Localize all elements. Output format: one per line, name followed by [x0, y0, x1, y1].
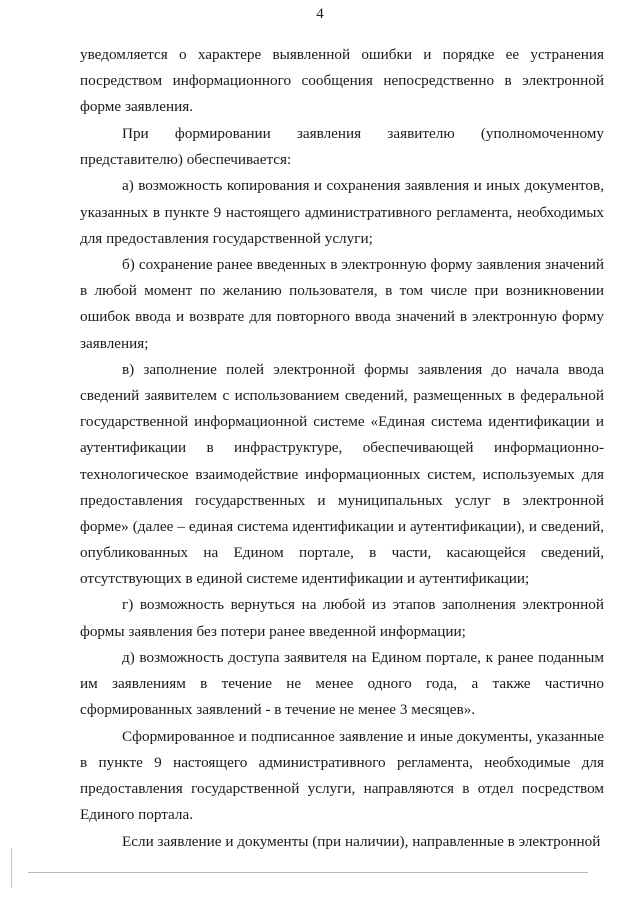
paragraph-form-provisions: При формировании заявления заявителю (уполномоченному представителю) обеспечивается: [80, 124, 604, 168]
scan-edge-mark [11, 848, 12, 888]
paragraph-item-v: в) заполнение полей электронной формы заявления до начала ввода сведений заявителем с использованием сведений, размещенных в федеральной государственной информационной системе «Единая система идентификации и аутентификации в инфраструктуре, обеспечивающей информационно-технологическое взаимодействие информационных систем, используемых для предоставления государственных и муниципальных услуг в электронной форме» (далее – единая система идентификации и аутентификации), и сведений, опубликованных на Едином портале, в части, касающейся сведений, отсутствующих в единой системе идентификации и аутентификации; [80, 361, 604, 587]
paragraph-if-application: Если заявление и документы (при наличии), направленные в электронной [122, 832, 601, 850]
paragraph-item-d: д) возможность доступа заявителя на Едином портале, к ранее поданным им заявлениям в течение не менее одного года, а также частично сформированных заявлений - в течение не менее 3 месяцев». [80, 649, 604, 719]
document-body [80, 42, 604, 855]
paragraph-item-g: г) возможность вернуться на любой из этапов заполнения электронной формы заявления без потери ранее введенной информации; [80, 596, 604, 640]
paragraph-submission: Сформированное и подписанное заявление и иные документы, указанные в пункте 9 настоящего административного регламента, необходимые для предоставления государственной услуги, направляются в отдел посредством Единого портала. [80, 727, 604, 824]
paragraph-error-notice: уведомляется о характере выявленной ошибки и порядке ее устранения посредством информационного сообщения непосредственно в электронной форме заявления. [80, 46, 604, 116]
paragraph-item-a: а) возможность копирования и сохранения заявления и иных документов, указанных в пункте 9 настоящего административного регламента, необходимых для предоставления государственной услуги; [80, 177, 604, 247]
page-number: 4 [316, 6, 324, 22]
paragraph-item-b: б) сохранение ранее введенных в электронную форму заявления значений в любой момент по желанию пользователя, в том числе при возникновении ошибок ввода и возврате для повторного ввода значений в электронную форму заявления; [80, 256, 604, 352]
footer-divider [28, 872, 588, 873]
